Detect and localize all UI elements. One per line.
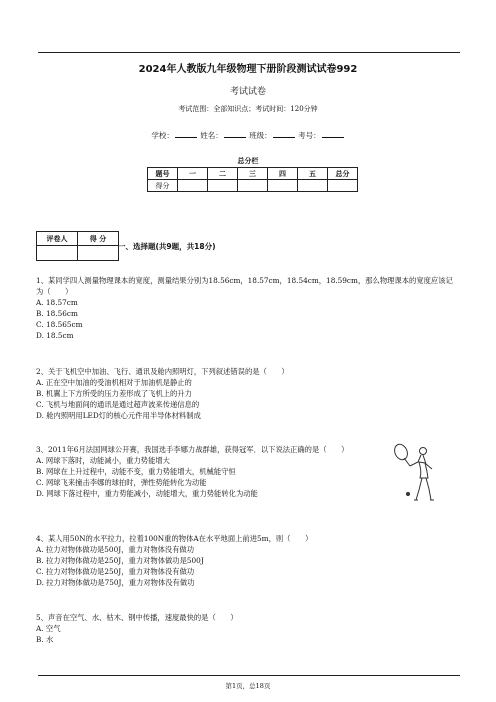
- answer-option[interactable]: A. 18.57cm: [36, 298, 78, 307]
- grader-row: [37, 246, 119, 261]
- student-info-line: [0, 130, 496, 141]
- number-blank: [322, 130, 344, 138]
- answer-option[interactable]: A. 正在空中加油的受油机相对于加油机是静止的: [36, 378, 192, 387]
- answer-option[interactable]: B. 水: [36, 635, 54, 644]
- grader-header-cell: 得 分: [78, 232, 119, 246]
- answer-option[interactable]: D. 网球下落过程中，重力势能减小，动能增大，重力势能转化为动能: [36, 489, 258, 498]
- question-2: [36, 366, 460, 421]
- top-rule: [38, 52, 460, 53]
- score-header-cell: 二: [208, 168, 238, 180]
- score-cell: [298, 180, 328, 192]
- page-footer: 第1页，总18页: [225, 682, 271, 690]
- answer-option[interactable]: C. 飞机与地面间的通讯是通过超声波来传递信息的: [36, 400, 200, 409]
- answer-option[interactable]: A. 网球下落时，动能减小，重力势能增大: [36, 456, 170, 465]
- answer-option[interactable]: B. 网球在上升过程中，动能不变，重力势能增大，机械能守恒: [36, 467, 236, 476]
- answer-option[interactable]: B. 18.56cm: [36, 309, 78, 318]
- question-stem: 1、某同学四人测量物理课本的宽度，测量结果分别为18.56cm，18.57cm，18.54cm，18.59cm，那么物理课本的宽度应该记为（ ）: [36, 276, 453, 296]
- score-header-cell: 三: [238, 168, 268, 180]
- school-blank: [175, 130, 197, 138]
- score-table-row: [148, 180, 358, 192]
- score-row-label: 得分: [148, 180, 178, 192]
- score-table-title: 总分栏: [237, 156, 259, 165]
- score-cell: [178, 180, 208, 192]
- score-header-cell: 四: [268, 168, 298, 180]
- question-stem: 4、某人用50N的水平拉力，拉着100N重的物体A在水平地面上前进5m，则（ ）: [36, 534, 313, 543]
- score-header-cell: 总分: [328, 168, 358, 180]
- answer-option[interactable]: B. 机翼上下方所受的压力差形成了飞机上的升力: [36, 389, 192, 398]
- question-stem: 2、关于飞机空中加油、飞行、通讯及舱内照明灯，下列叙述错误的是（ ）: [36, 367, 289, 376]
- name-blank: [224, 130, 246, 138]
- section-heading: 一、选择题(共9题，共18分): [118, 242, 216, 251]
- question-stem: 5、声音在空气、水、枯木、钢中传播，速度最快的是（ ）: [36, 613, 238, 622]
- answer-option[interactable]: C. 网球飞来撞击李娜的球拍时，弹性势能转化为动能: [36, 478, 207, 487]
- grader-table: [36, 231, 119, 261]
- answer-option[interactable]: D. 舱内照明用LED灯的核心元件用半导体材料制成: [36, 411, 201, 420]
- grader-header-cell: 评卷人: [37, 232, 78, 246]
- score-header-cell: 题号: [148, 168, 178, 180]
- question-3: [36, 444, 381, 499]
- score-cell: [208, 180, 238, 192]
- grader-cell: [37, 246, 78, 261]
- grader-cell: [78, 246, 119, 261]
- bottom-rule: [38, 675, 460, 676]
- answer-option[interactable]: B. 拉力对物体做功是250J，重力对物体做功是500J: [36, 556, 204, 565]
- question-5: [36, 612, 460, 645]
- score-cell: [268, 180, 298, 192]
- score-header-cell: 一: [178, 168, 208, 180]
- answer-option[interactable]: C. 18.565cm: [36, 320, 83, 329]
- score-table: [147, 167, 358, 192]
- class-label: 班级：: [249, 131, 272, 140]
- question-stem: 3、2011年6月法国网球公开赛，我国选手李娜力战群雄，获得冠军．以下说法正确的是（ ）: [36, 445, 349, 454]
- score-header-cell: 五: [298, 168, 328, 180]
- score-cell: [328, 180, 358, 192]
- tennis-player-image: [392, 442, 444, 504]
- exam-title: 2024年人教版九年级物理下册阶段测试试卷992: [138, 64, 358, 75]
- score-table-header-row: [148, 168, 358, 180]
- question-1: [36, 275, 460, 341]
- answer-option[interactable]: A. 空气: [36, 624, 61, 633]
- school-label: 学校：: [151, 131, 174, 140]
- answer-option[interactable]: D. 拉力对物体做功是750J，重力对物体没有做功: [36, 578, 195, 587]
- grader-header-row: [37, 232, 119, 246]
- exam-subtitle: 考试试卷: [229, 87, 266, 97]
- exam-scope: 考试范围：全部知识点；考试时间：120分钟: [178, 105, 318, 113]
- name-label: 姓名：: [200, 131, 223, 140]
- question-4: [36, 533, 460, 588]
- answer-option[interactable]: A. 拉力对物体做功是500J，重力对物体没有做功: [36, 545, 195, 554]
- number-label: 考号：: [298, 131, 321, 140]
- score-cell: [238, 180, 268, 192]
- answer-option[interactable]: D. 18.5cm: [36, 331, 74, 340]
- class-blank: [273, 130, 295, 138]
- answer-option[interactable]: C. 拉力对物体做功是250J，重力对物体没有做功: [36, 567, 195, 576]
